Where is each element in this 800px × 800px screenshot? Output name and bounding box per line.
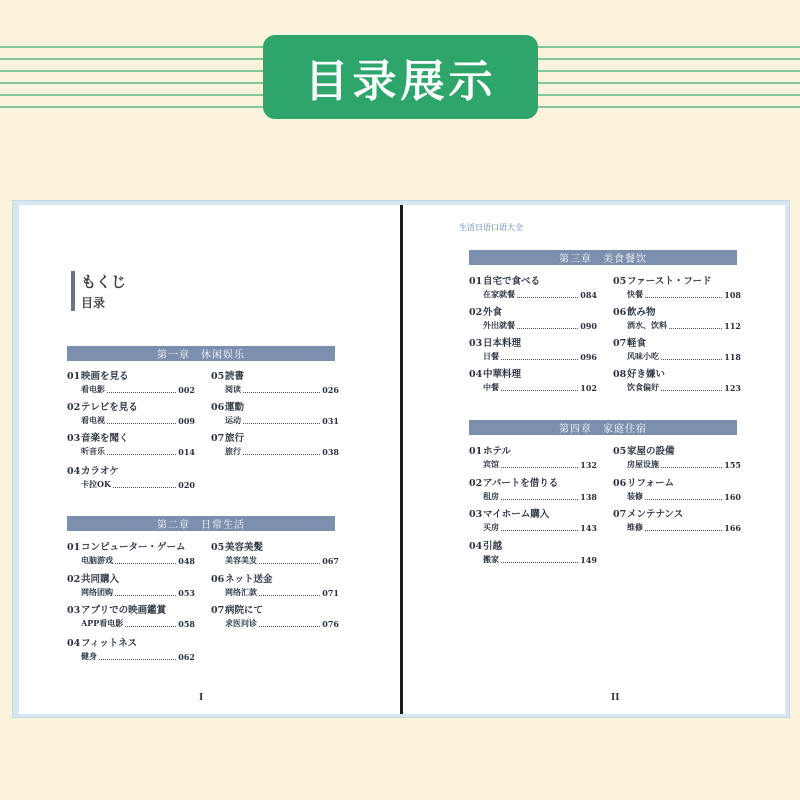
- dot-leader: [125, 626, 176, 627]
- entry-number: 05: [613, 276, 627, 287]
- entry-translation: 装修: [627, 491, 643, 501]
- entry-number: 02: [469, 478, 483, 489]
- toc-entry[interactable]: [211, 430, 339, 457]
- entry-translation: 中餐: [483, 382, 499, 392]
- page-number: II: [611, 693, 620, 703]
- toc-entry[interactable]: [469, 304, 597, 331]
- entry-page: 020: [178, 480, 195, 490]
- entry-translation: 外出就餐: [483, 320, 515, 330]
- open-book: [12, 200, 790, 718]
- entry-number: 01: [469, 276, 483, 287]
- entry-translation: 电脑游戏: [81, 555, 113, 565]
- toc-entry[interactable]: [67, 463, 195, 490]
- entry-page: 026: [322, 385, 339, 395]
- entry-title: カラオケ: [81, 466, 119, 477]
- entry-title: コンピューター・ゲーム: [81, 542, 186, 553]
- dot-leader: [243, 392, 320, 393]
- dot-leader: [661, 390, 722, 391]
- entry-page: 096: [580, 352, 597, 362]
- entry-number: 01: [469, 446, 483, 457]
- dot-leader: [517, 297, 578, 298]
- toc-entry[interactable]: [67, 399, 195, 426]
- entry-title: 共同購入: [81, 574, 120, 585]
- toc-entry[interactable]: [67, 368, 195, 395]
- entry-translation: 听音乐: [81, 446, 105, 456]
- entry-page: 031: [322, 416, 339, 426]
- toc-entry[interactable]: [67, 430, 195, 457]
- entry-title: リフォーム: [627, 478, 675, 489]
- entry-page: 058: [178, 619, 195, 629]
- entry-number: 06: [211, 574, 225, 585]
- entry-page: 048: [178, 556, 195, 566]
- toc-entry[interactable]: [613, 335, 741, 362]
- entry-page: 149: [580, 555, 597, 565]
- entry-number: 01: [67, 542, 81, 553]
- dot-leader: [99, 659, 176, 660]
- entry-translation: 快餐: [627, 289, 643, 299]
- entry-translation: 健身: [81, 651, 97, 661]
- entry-translation: 租房: [483, 491, 499, 501]
- entry-number: 07: [613, 509, 627, 520]
- entry-translation: 饮食偏好: [627, 382, 659, 392]
- page-number: I: [199, 693, 204, 703]
- dot-leader: [115, 595, 176, 596]
- entry-title: 映画を見る: [81, 371, 129, 382]
- entry-number: 05: [211, 371, 225, 382]
- entry-translation: 在家就餐: [483, 289, 515, 299]
- entry-page: 090: [580, 321, 597, 331]
- entry-title: 病院にて: [225, 605, 264, 616]
- entry-title: 飲み物: [627, 307, 656, 318]
- toc-entry[interactable]: [211, 368, 339, 395]
- toc-entry[interactable]: [613, 475, 741, 502]
- entry-page: 155: [724, 460, 741, 470]
- dot-leader: [501, 390, 578, 391]
- toc-title-jp: もくじ: [81, 273, 127, 291]
- toc-entry[interactable]: [67, 602, 195, 629]
- entry-number: 03: [469, 509, 483, 520]
- entry-page: 160: [724, 492, 741, 502]
- dot-leader: [243, 423, 320, 424]
- entry-title: マイホーム購入: [483, 509, 550, 520]
- dot-leader: [669, 328, 722, 329]
- entry-number: 05: [613, 446, 627, 457]
- entry-page: 071: [322, 588, 339, 598]
- banner: [263, 35, 538, 119]
- entry-number: 04: [67, 638, 81, 649]
- toc-entry[interactable]: [613, 443, 741, 470]
- dot-leader: [501, 530, 578, 531]
- toc-entry[interactable]: [211, 602, 339, 629]
- dot-leader: [113, 487, 176, 488]
- entry-number: 04: [67, 466, 81, 477]
- toc-entry[interactable]: [613, 506, 741, 533]
- dot-leader: [107, 454, 176, 455]
- toc-entry[interactable]: [469, 538, 597, 565]
- chapter-heading: 第四章 家庭住宿: [469, 420, 737, 435]
- entry-title: アプリでの映画鑑賞: [81, 605, 167, 616]
- entry-translation: 风味小吃: [627, 351, 659, 361]
- entry-number: 06: [613, 478, 627, 489]
- entry-translation: 求医问诊: [225, 618, 257, 628]
- toc-heading: [71, 271, 126, 311]
- entry-title: アパートを借りる: [483, 478, 559, 489]
- entry-translation: 看电影: [81, 384, 105, 394]
- entry-number: 02: [469, 307, 483, 318]
- entry-number: 07: [211, 605, 225, 616]
- toc-entry[interactable]: [469, 366, 597, 393]
- entry-translation: 宾馆: [483, 459, 499, 469]
- entry-translation: 酒水、饮料: [627, 320, 667, 330]
- entry-title: 外食: [483, 307, 503, 318]
- entry-number: 04: [469, 369, 483, 380]
- entry-page: 067: [322, 556, 339, 566]
- toc-entry[interactable]: [211, 571, 339, 598]
- entry-title: 好き嫌い: [627, 369, 666, 380]
- entry-title: ホテル: [483, 446, 512, 457]
- entry-title: メンテナンス: [627, 509, 684, 520]
- entry-page: 132: [580, 460, 597, 470]
- entry-title: 自宅で食べる: [483, 276, 541, 287]
- dot-leader: [661, 467, 722, 468]
- chapter-heading: 第二章 日常生活: [67, 516, 335, 531]
- entry-number: 03: [469, 338, 483, 349]
- toc-entry[interactable]: [469, 443, 597, 470]
- entry-page: 084: [580, 290, 597, 300]
- entry-number: 04: [469, 541, 483, 552]
- entry-translation: 日餐: [483, 351, 499, 361]
- entry-translation: 阅读: [225, 384, 241, 394]
- dot-leader: [645, 297, 722, 298]
- entry-translation: 美容美发: [225, 555, 257, 565]
- entry-number: 07: [613, 338, 627, 349]
- entry-number: 06: [211, 402, 225, 413]
- entry-title: 読書: [225, 371, 245, 382]
- dot-leader: [259, 595, 320, 596]
- entry-page: 112: [724, 321, 741, 331]
- chapter-heading: 第三章 美食餐饮: [469, 250, 737, 265]
- entry-title: 引越: [483, 541, 503, 552]
- entry-number: 02: [67, 574, 81, 585]
- entry-page: 076: [322, 619, 339, 629]
- dot-leader: [661, 359, 722, 360]
- entry-title: ネット送金: [225, 574, 273, 585]
- entry-number: 02: [67, 402, 81, 413]
- entry-number: 06: [613, 307, 627, 318]
- entry-title: 日本料理: [483, 338, 522, 349]
- entry-page: 108: [724, 290, 741, 300]
- dot-leader: [115, 563, 176, 564]
- toc-entry[interactable]: [613, 273, 741, 300]
- entry-page: 038: [322, 447, 339, 457]
- toc-entry[interactable]: [67, 571, 195, 598]
- entry-page: 009: [178, 416, 195, 426]
- toc-entry[interactable]: [469, 335, 597, 362]
- toc-entry[interactable]: [469, 475, 597, 502]
- entry-page: 123: [724, 383, 741, 393]
- entry-translation: 买房: [483, 522, 499, 532]
- entry-page: 062: [178, 652, 195, 662]
- entry-title: ファースト・フード: [627, 276, 712, 287]
- entry-page: 014: [178, 447, 195, 457]
- toc-entry[interactable]: [613, 366, 741, 393]
- left-page: [19, 205, 400, 714]
- entry-translation: APP看电影: [81, 618, 124, 628]
- toc-entry[interactable]: [211, 399, 339, 426]
- running-head: 生活日语口语大全: [459, 223, 523, 232]
- right-page: [403, 205, 785, 714]
- entry-page: 166: [724, 523, 741, 533]
- entry-title: テレビを見る: [81, 402, 138, 413]
- entry-translation: 卡拉OK: [81, 479, 111, 489]
- entry-title: 軽食: [627, 338, 647, 349]
- dot-leader: [107, 423, 176, 424]
- dot-leader: [501, 562, 578, 563]
- entry-title: 美容美髪: [225, 542, 264, 553]
- toc-entry[interactable]: [613, 304, 741, 331]
- toc-entry[interactable]: [469, 273, 597, 300]
- entry-title: 音楽を聞く: [81, 433, 129, 444]
- dot-leader: [259, 626, 320, 627]
- dot-leader: [501, 359, 578, 360]
- dot-leader: [259, 563, 320, 564]
- entry-number: 03: [67, 433, 81, 444]
- entry-translation: 维修: [627, 522, 643, 532]
- entry-title: 中華料理: [483, 369, 522, 380]
- entry-title: 運動: [225, 402, 245, 413]
- entry-page: 143: [580, 523, 597, 533]
- toc-entry[interactable]: [67, 539, 195, 566]
- toc-title-cn: 目录: [81, 296, 106, 310]
- entry-number: 08: [613, 369, 627, 380]
- entry-title: フィットネス: [81, 638, 138, 649]
- toc-entry[interactable]: [469, 506, 597, 533]
- dot-leader: [517, 328, 578, 329]
- entry-translation: 运动: [225, 415, 241, 425]
- dot-leader: [107, 392, 176, 393]
- entry-number: 07: [211, 433, 225, 444]
- entry-title: 家屋の設備: [627, 446, 675, 457]
- banner-title: 目录展示: [304, 56, 497, 107]
- chapter-heading: 第一章 休闲娱乐: [67, 346, 335, 361]
- dot-leader: [501, 499, 578, 500]
- entry-translation: 网络汇款: [225, 587, 257, 597]
- dot-leader: [243, 454, 320, 455]
- entry-page: 118: [724, 352, 741, 362]
- dot-leader: [645, 530, 722, 531]
- entry-page: 053: [178, 588, 195, 598]
- entry-page: 002: [178, 385, 195, 395]
- entry-translation: 网络团购: [81, 587, 113, 597]
- entry-number: 01: [67, 371, 81, 382]
- entry-title: 旅行: [225, 433, 245, 444]
- dot-leader: [645, 499, 722, 500]
- entry-translation: 旅行: [225, 446, 241, 456]
- entry-translation: 看电视: [81, 415, 105, 425]
- entry-number: 03: [67, 605, 81, 616]
- toc-entry[interactable]: [67, 635, 195, 662]
- entry-number: 05: [211, 542, 225, 553]
- entry-translation: 房屋设施: [627, 459, 659, 469]
- dot-leader: [501, 467, 578, 468]
- toc-entry[interactable]: [211, 539, 339, 566]
- entry-translation: 搬家: [483, 554, 499, 564]
- entry-page: 102: [580, 383, 597, 393]
- entry-page: 138: [580, 492, 597, 502]
